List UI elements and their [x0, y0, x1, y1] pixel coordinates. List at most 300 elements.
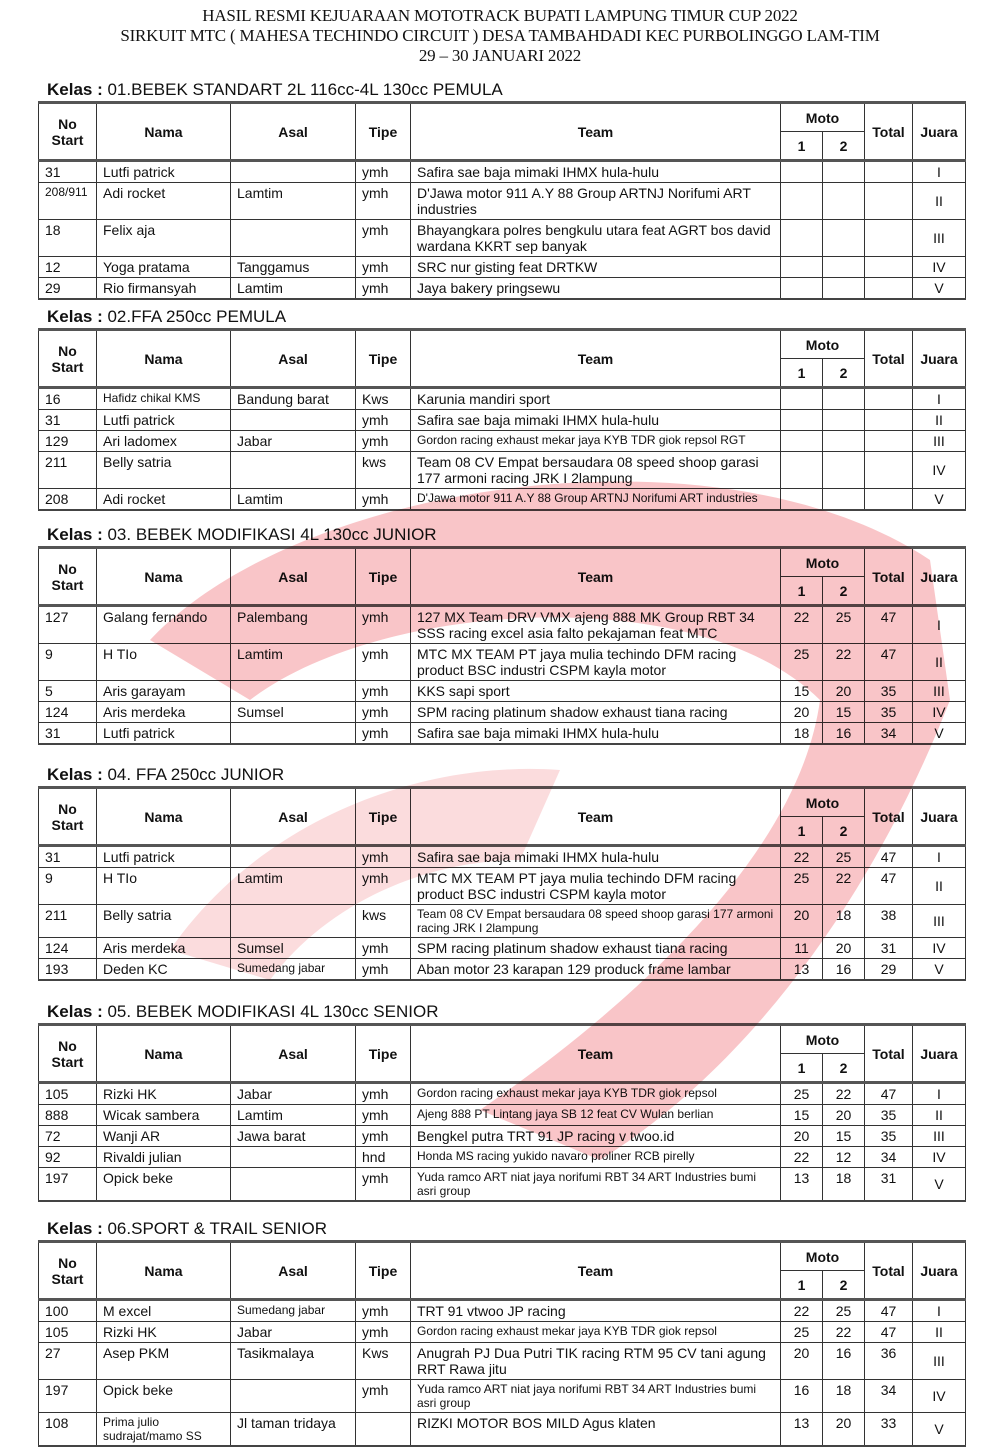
cell-total	[865, 410, 913, 431]
col-moto-1: 1	[781, 577, 823, 606]
col-juara: Juara	[913, 330, 966, 388]
cell-nama: Rio firmansyah	[97, 278, 231, 300]
cell-total	[865, 278, 913, 300]
cell-asal: Palembang	[231, 606, 356, 644]
cell-nama: Ari ladomex	[97, 431, 231, 452]
cell-total	[865, 161, 913, 183]
col-moto: Moto	[781, 1242, 865, 1271]
cell-moto-1	[781, 388, 823, 410]
col-team: Team	[411, 548, 781, 606]
cell-juara: II	[913, 183, 966, 220]
cell-asal	[231, 1168, 356, 1202]
cell-team: TRT 91 vtwoo JP racing	[411, 1300, 781, 1322]
cell-asal	[231, 410, 356, 431]
kelas-label: Kelas :	[47, 1219, 103, 1238]
kelas-label: Kelas :	[47, 307, 103, 326]
cell-moto-2: 20	[823, 1105, 865, 1126]
kelas-section	[38, 765, 965, 981]
kelas-section	[38, 525, 965, 745]
col-total: Total	[865, 103, 913, 161]
results-table	[38, 1240, 966, 1447]
col-no-start: No Start	[39, 330, 97, 388]
col-moto: Moto	[781, 330, 865, 359]
cell-moto-1: 18	[781, 723, 823, 745]
cell-moto-1: 22	[781, 1147, 823, 1168]
cell-team: MTC MX TEAM PT jaya mulia techindo DFM racing product BSC industri CSPM kayla motor	[411, 644, 781, 681]
cell-no-start: 92	[39, 1147, 97, 1168]
cell-moto-1: 20	[781, 905, 823, 938]
cell-moto-1: 13	[781, 1413, 823, 1447]
cell-no-start: 208/911	[39, 183, 97, 220]
cell-nama: Lutfi patrick	[97, 410, 231, 431]
table-row	[39, 1126, 966, 1147]
cell-asal	[231, 452, 356, 489]
cell-asal: Jabar	[231, 1322, 356, 1343]
col-moto-1: 1	[781, 359, 823, 388]
cell-nama: Adi rocket	[97, 489, 231, 511]
col-moto-2: 2	[823, 1054, 865, 1083]
col-moto: Moto	[781, 788, 865, 817]
cell-no-start: 197	[39, 1168, 97, 1202]
cell-moto-2: 22	[823, 1322, 865, 1343]
col-tipe: Tipe	[356, 103, 411, 161]
cell-team: Yuda ramco ART niat jaya norifumi RBT 34 ART Industries bumi asri group	[411, 1168, 781, 1202]
cell-total: 35	[865, 1126, 913, 1147]
cell-moto-2: 22	[823, 868, 865, 905]
cell-team: D'Jawa motor 911 A.Y 88 Group ARTNJ Norifumi ART industries	[411, 489, 781, 511]
cell-juara: V	[913, 723, 966, 745]
cell-moto-1	[781, 489, 823, 511]
cell-total: 47	[865, 1300, 913, 1322]
kelas-name: 05. BEBEK MODIFIKASI 4L 130cc SENIOR	[102, 1002, 439, 1021]
cell-tipe	[356, 1413, 411, 1447]
col-juara: Juara	[913, 103, 966, 161]
cell-no-start: 211	[39, 452, 97, 489]
cell-total: 34	[865, 723, 913, 745]
col-nama: Nama	[97, 103, 231, 161]
cell-total	[865, 257, 913, 278]
col-total: Total	[865, 548, 913, 606]
cell-no-start: 105	[39, 1322, 97, 1343]
table-row	[39, 723, 966, 745]
kelas-title	[47, 525, 965, 545]
cell-no-start: 31	[39, 410, 97, 431]
cell-team: Honda MS racing yukido navaro proliner RCB pirelly	[411, 1147, 781, 1168]
cell-juara: V	[913, 1413, 966, 1447]
col-no-start: No Start	[39, 1025, 97, 1083]
cell-tipe: ymh	[356, 431, 411, 452]
cell-juara: V	[913, 959, 966, 981]
table-row	[39, 489, 966, 511]
col-moto-2: 2	[823, 359, 865, 388]
kelas-title	[47, 765, 965, 785]
kelas-section	[38, 1219, 965, 1447]
cell-nama: M excel	[97, 1300, 231, 1322]
results-table	[38, 786, 966, 981]
cell-tipe: ymh	[356, 846, 411, 868]
cell-total	[865, 220, 913, 257]
cell-moto-2	[823, 388, 865, 410]
col-tipe: Tipe	[356, 1025, 411, 1083]
cell-moto-1: 25	[781, 1083, 823, 1105]
cell-no-start: 124	[39, 938, 97, 959]
col-nama: Nama	[97, 1025, 231, 1083]
cell-team: D'Jawa motor 911 A.Y 88 Group ARTNJ Norifumi ART industries	[411, 183, 781, 220]
kelas-label: Kelas :	[47, 1002, 103, 1021]
cell-juara: II	[913, 868, 966, 905]
cell-juara: III	[913, 681, 966, 702]
table-row	[39, 644, 966, 681]
cell-total: 29	[865, 959, 913, 981]
cell-team: SRC nur gisting feat DRTKW	[411, 257, 781, 278]
cell-moto-2: 18	[823, 905, 865, 938]
col-moto-2: 2	[823, 817, 865, 846]
cell-no-start: 108	[39, 1413, 97, 1447]
cell-moto-1: 20	[781, 1343, 823, 1380]
cell-no-start: 211	[39, 905, 97, 938]
cell-asal: Lamtim	[231, 644, 356, 681]
table-row	[39, 257, 966, 278]
cell-juara: III	[913, 431, 966, 452]
cell-moto-2: 18	[823, 1168, 865, 1202]
cell-juara: I	[913, 161, 966, 183]
cell-no-start: 29	[39, 278, 97, 300]
cell-moto-2: 16	[823, 723, 865, 745]
col-moto-2: 2	[823, 132, 865, 161]
col-total: Total	[865, 330, 913, 388]
table-row	[39, 1380, 966, 1413]
col-juara: Juara	[913, 788, 966, 846]
cell-tipe: ymh	[356, 1126, 411, 1147]
col-juara: Juara	[913, 1025, 966, 1083]
cell-moto-2: 25	[823, 606, 865, 644]
cell-tipe: ymh	[356, 410, 411, 431]
cell-juara: II	[913, 644, 966, 681]
cell-no-start: 124	[39, 702, 97, 723]
cell-nama: Lutfi patrick	[97, 723, 231, 745]
cell-total: 47	[865, 846, 913, 868]
results-table	[38, 1023, 966, 1202]
cell-nama: Adi rocket	[97, 183, 231, 220]
col-moto-1: 1	[781, 817, 823, 846]
cell-asal	[231, 1380, 356, 1413]
cell-moto-1: 25	[781, 1322, 823, 1343]
cell-moto-1	[781, 257, 823, 278]
cell-nama: Rizki HK	[97, 1322, 231, 1343]
col-moto: Moto	[781, 1025, 865, 1054]
cell-asal: Sumsel	[231, 938, 356, 959]
cell-no-start: 197	[39, 1380, 97, 1413]
kelas-label: Kelas :	[47, 765, 103, 784]
cell-team: SPM racing platinum shadow exhaust tiana racing	[411, 938, 781, 959]
table-row	[39, 606, 966, 644]
cell-moto-2: 16	[823, 1343, 865, 1380]
cell-asal: Jl taman tridaya	[231, 1413, 356, 1447]
table-row	[39, 702, 966, 723]
cell-total: 36	[865, 1343, 913, 1380]
cell-tipe: ymh	[356, 959, 411, 981]
kelas-name: 03. BEBEK MODIFIKASI 4L 130cc JUNIOR	[102, 525, 437, 544]
header-title: HASIL RESMI KEJUARAAN MOTOTRACK BUPATI LAMPUNG TIMUR CUP 2022	[202, 6, 798, 25]
cell-tipe: ymh	[356, 257, 411, 278]
cell-tipe: ymh	[356, 183, 411, 220]
cell-tipe: Kws	[356, 388, 411, 410]
cell-moto-1: 20	[781, 1126, 823, 1147]
cell-moto-2: 20	[823, 681, 865, 702]
col-moto-1: 1	[781, 1054, 823, 1083]
cell-no-start: 193	[39, 959, 97, 981]
cell-tipe: ymh	[356, 938, 411, 959]
kelas-name: 01.BEBEK STANDART 2L 116cc-4L 130cc PEMULA	[102, 80, 503, 99]
cell-tipe: ymh	[356, 702, 411, 723]
cell-nama: Deden KC	[97, 959, 231, 981]
col-moto-1: 1	[781, 132, 823, 161]
cell-tipe: ymh	[356, 681, 411, 702]
cell-asal: Sumedang jabar	[231, 1300, 356, 1322]
table-row	[39, 1083, 966, 1105]
cell-asal	[231, 681, 356, 702]
cell-nama: Yoga pratama	[97, 257, 231, 278]
kelas-title	[47, 1002, 965, 1022]
cell-tipe: ymh	[356, 1168, 411, 1202]
col-nama: Nama	[97, 788, 231, 846]
col-team: Team	[411, 1242, 781, 1300]
cell-juara: V	[913, 278, 966, 300]
cell-tipe: kws	[356, 452, 411, 489]
cell-asal	[231, 905, 356, 938]
cell-asal	[231, 161, 356, 183]
cell-juara: III	[913, 220, 966, 257]
cell-nama: Lutfi patrick	[97, 161, 231, 183]
cell-moto-1: 16	[781, 1380, 823, 1413]
col-juara: Juara	[913, 1242, 966, 1300]
col-no-start: No Start	[39, 103, 97, 161]
col-team: Team	[411, 330, 781, 388]
table-row	[39, 161, 966, 183]
table-row	[39, 868, 966, 905]
col-moto-1: 1	[781, 1271, 823, 1300]
cell-team: Safira sae baja mimaki IHMX hula-hulu	[411, 161, 781, 183]
cell-juara: V	[913, 1168, 966, 1202]
col-juara: Juara	[913, 548, 966, 606]
col-nama: Nama	[97, 1242, 231, 1300]
kelas-section	[38, 307, 965, 511]
cell-no-start: 12	[39, 257, 97, 278]
cell-nama: Belly satria	[97, 905, 231, 938]
cell-moto-2	[823, 278, 865, 300]
cell-team: Ajeng 888 PT Lintang jaya SB 12 feat CV Wulan berlian	[411, 1105, 781, 1126]
table-row	[39, 431, 966, 452]
kelas-section	[38, 1002, 965, 1202]
cell-moto-2: 20	[823, 1413, 865, 1447]
col-total: Total	[865, 788, 913, 846]
cell-no-start: 31	[39, 723, 97, 745]
table-row	[39, 938, 966, 959]
cell-moto-2: 15	[823, 1126, 865, 1147]
cell-no-start: 100	[39, 1300, 97, 1322]
cell-asal: Lamtim	[231, 868, 356, 905]
table-row	[39, 1322, 966, 1343]
cell-juara: I	[913, 388, 966, 410]
cell-moto-2: 25	[823, 846, 865, 868]
cell-asal	[231, 220, 356, 257]
col-no-start: No Start	[39, 788, 97, 846]
cell-juara: IV	[913, 1147, 966, 1168]
cell-tipe: Kws	[356, 1343, 411, 1380]
col-asal: Asal	[231, 103, 356, 161]
cell-moto-2	[823, 257, 865, 278]
cell-juara: I	[913, 1083, 966, 1105]
cell-moto-2: 12	[823, 1147, 865, 1168]
cell-juara: III	[913, 1343, 966, 1380]
cell-nama: Aris merdeka	[97, 938, 231, 959]
cell-moto-2	[823, 452, 865, 489]
kelas-title	[47, 307, 965, 327]
cell-moto-2	[823, 183, 865, 220]
cell-juara: IV	[913, 452, 966, 489]
cell-team: SPM racing platinum shadow exhaust tiana racing	[411, 702, 781, 723]
cell-asal	[231, 1147, 356, 1168]
cell-asal: Lamtim	[231, 183, 356, 220]
cell-team: RIZKI MOTOR BOS MILD Agus klaten	[411, 1413, 781, 1447]
cell-nama: Lutfi patrick	[97, 846, 231, 868]
cell-moto-2: 16	[823, 959, 865, 981]
cell-total: 47	[865, 644, 913, 681]
cell-nama: Hafidz chikal KMS	[97, 388, 231, 410]
cell-asal: Sumedang jabar	[231, 959, 356, 981]
cell-juara: IV	[913, 938, 966, 959]
col-nama: Nama	[97, 548, 231, 606]
table-row	[39, 1105, 966, 1126]
cell-no-start: 31	[39, 161, 97, 183]
cell-juara: IV	[913, 702, 966, 723]
cell-nama: Galang fernando	[97, 606, 231, 644]
cell-total	[865, 183, 913, 220]
cell-juara: II	[913, 1105, 966, 1126]
table-row	[39, 1147, 966, 1168]
table-row	[39, 1413, 966, 1447]
cell-moto-2	[823, 489, 865, 511]
cell-moto-1: 20	[781, 702, 823, 723]
cell-juara: IV	[913, 1380, 966, 1413]
cell-total	[865, 388, 913, 410]
cell-moto-1: 15	[781, 1105, 823, 1126]
cell-juara: I	[913, 1300, 966, 1322]
cell-tipe: ymh	[356, 868, 411, 905]
cell-no-start: 16	[39, 388, 97, 410]
col-moto-2: 2	[823, 1271, 865, 1300]
cell-nama: Aris garayam	[97, 681, 231, 702]
cell-team: Yuda ramco ART niat jaya norifumi RBT 34 ART Industries bumi asri group	[411, 1380, 781, 1413]
results-table	[38, 328, 966, 511]
header-date: 29 – 30 JANUARI 2022	[418, 46, 582, 65]
cell-moto-2: 15	[823, 702, 865, 723]
cell-moto-1	[781, 410, 823, 431]
cell-team: Bhayangkara polres bengkulu utara feat AGRT bos david wardana KKRT sep banyak	[411, 220, 781, 257]
cell-total: 47	[865, 1083, 913, 1105]
col-tipe: Tipe	[356, 1242, 411, 1300]
cell-no-start: 127	[39, 606, 97, 644]
cell-moto-2: 18	[823, 1380, 865, 1413]
cell-tipe: kws	[356, 905, 411, 938]
col-total: Total	[865, 1242, 913, 1300]
cell-no-start: 9	[39, 644, 97, 681]
cell-asal	[231, 723, 356, 745]
cell-no-start: 18	[39, 220, 97, 257]
cell-moto-2: 22	[823, 1083, 865, 1105]
cell-moto-1: 25	[781, 868, 823, 905]
cell-juara: III	[913, 1126, 966, 1147]
cell-moto-2	[823, 161, 865, 183]
cell-asal: Jabar	[231, 1083, 356, 1105]
cell-nama: Wanji AR	[97, 1126, 231, 1147]
cell-no-start: 105	[39, 1083, 97, 1105]
cell-total: 38	[865, 905, 913, 938]
cell-total: 35	[865, 702, 913, 723]
cell-moto-2: 22	[823, 644, 865, 681]
col-total: Total	[865, 1025, 913, 1083]
kelas-label: Kelas :	[47, 525, 103, 544]
cell-juara: IV	[913, 257, 966, 278]
kelas-name: 06.SPORT & TRAIL SENIOR	[102, 1219, 327, 1238]
cell-no-start: 129	[39, 431, 97, 452]
col-moto: Moto	[781, 103, 865, 132]
cell-no-start: 9	[39, 868, 97, 905]
cell-tipe: ymh	[356, 161, 411, 183]
cell-team: Karunia mandiri sport	[411, 388, 781, 410]
results-table	[38, 546, 966, 745]
cell-tipe: ymh	[356, 220, 411, 257]
cell-juara: V	[913, 489, 966, 511]
kelas-label: Kelas :	[47, 80, 103, 99]
cell-team: Team 08 CV Empat bersaudara 08 speed shoop garasi 177 armoni racing JRK I 2lampung	[411, 452, 781, 489]
cell-total: 34	[865, 1380, 913, 1413]
cell-moto-1: 22	[781, 1300, 823, 1322]
col-moto: Moto	[781, 548, 865, 577]
cell-no-start: 888	[39, 1105, 97, 1126]
cell-team: Gordon racing exhaust mekar jaya KYB TDR giok repsol	[411, 1083, 781, 1105]
cell-tipe: ymh	[356, 606, 411, 644]
cell-tipe: ymh	[356, 1083, 411, 1105]
col-team: Team	[411, 788, 781, 846]
cell-moto-1	[781, 220, 823, 257]
cell-total: 31	[865, 1168, 913, 1202]
cell-tipe: hnd	[356, 1147, 411, 1168]
cell-team: Jaya bakery pringsewu	[411, 278, 781, 300]
cell-total	[865, 489, 913, 511]
cell-moto-1: 11	[781, 938, 823, 959]
cell-juara: II	[913, 410, 966, 431]
cell-no-start: 5	[39, 681, 97, 702]
col-asal: Asal	[231, 330, 356, 388]
cell-total	[865, 431, 913, 452]
cell-nama: Opick beke	[97, 1380, 231, 1413]
cell-asal: Lamtim	[231, 1105, 356, 1126]
cell-moto-1	[781, 452, 823, 489]
cell-total: 34	[865, 1147, 913, 1168]
cell-team: MTC MX TEAM PT jaya mulia techindo DFM racing product BSC industri CSPM kayla motor	[411, 868, 781, 905]
col-no-start: No Start	[39, 1242, 97, 1300]
cell-team: Gordon racing exhaust mekar jaya KYB TDR giok repsol RGT	[411, 431, 781, 452]
cell-asal: Jabar	[231, 431, 356, 452]
cell-nama: Asep PKM	[97, 1343, 231, 1380]
cell-nama: Wicak sambera	[97, 1105, 231, 1126]
cell-team: Gordon racing exhaust mekar jaya KYB TDR giok repsol	[411, 1322, 781, 1343]
col-no-start: No Start	[39, 548, 97, 606]
cell-team: KKS sapi sport	[411, 681, 781, 702]
cell-team: Anugrah PJ Dua Putri TIK racing RTM 95 CV tani agung RRT Rawa jitu	[411, 1343, 781, 1380]
cell-total: 47	[865, 868, 913, 905]
